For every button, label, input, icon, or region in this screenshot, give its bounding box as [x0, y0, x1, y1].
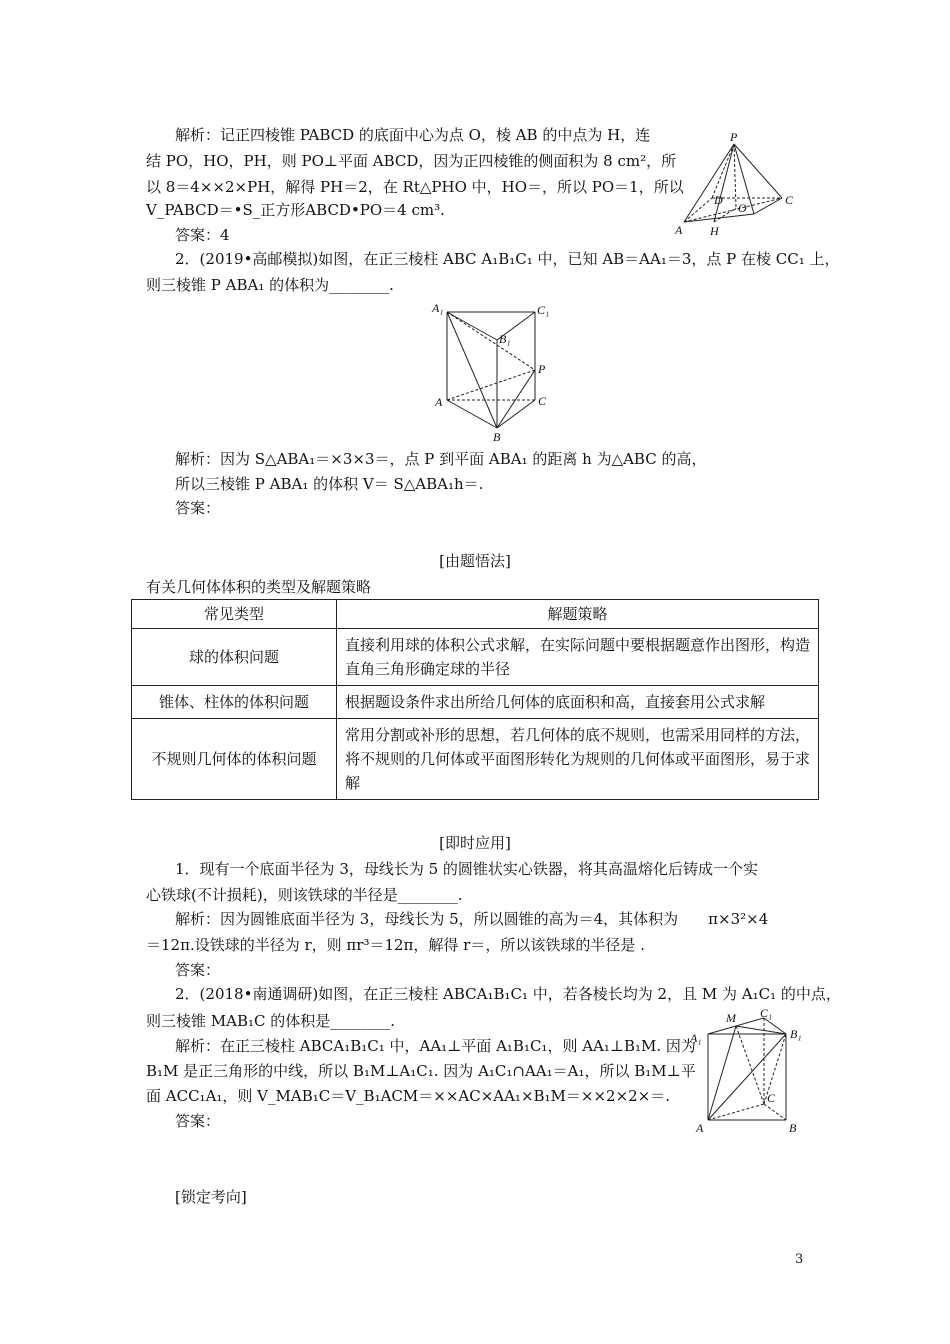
prism-m-label-b: B — [789, 1121, 797, 1135]
table-cell-type: 锥体、柱体的体积问题 — [132, 686, 337, 719]
method-intro: 有关几何体体积的类型及解题策略 — [146, 578, 372, 596]
method-heading: [由题悟法] — [439, 552, 511, 570]
pyramid-label-o: O — [738, 201, 747, 215]
prism-label-a: A — [435, 395, 443, 409]
table-cell-strategy: 根据题设条件求出所给几何体的底面积和高，直接套用公式求解 — [337, 686, 819, 719]
prism-m-label-a1: A₁ — [690, 1031, 702, 1045]
page-number: 3 — [795, 1252, 804, 1267]
table-header-strategy: 解题策略 — [337, 600, 819, 629]
prism-label-c1: C₁ — [537, 303, 550, 317]
practice-s1-line-1: 解析：因为圆锥底面半径为 3，母线长为 5，所以圆锥的高为＝4，其体积为 π×3²×4 — [175, 910, 769, 928]
practice-heading: [即时应用] — [439, 834, 511, 852]
prism-label-p: P — [538, 362, 546, 376]
table-header-type: 常见类型 — [132, 600, 337, 629]
problem2-line-2: 则三棱锥 P ABA₁ 的体积为________. — [146, 276, 394, 294]
table-cell-type: 不规则几何体的体积问题 — [132, 719, 337, 800]
table-cell-strategy: 常用分割或补形的思想，若几何体的底不规则，也需采用同样的方法，将不规则的几何体或平面图形转化为规则的几何体或平面图形，易于求解 — [337, 719, 819, 800]
table-row — [132, 629, 819, 686]
prism-label-b: B — [493, 430, 501, 444]
solution1-answer: 答案：4 — [175, 226, 230, 244]
prism-m-label-m: M — [726, 1011, 736, 1025]
practice-s1-line-2: ＝12π.设铁球的半径为 r，则 πr³＝12π，解得 r＝，所以该铁球的半径是 . — [146, 936, 645, 954]
pyramid-label-p: P — [730, 130, 738, 144]
practice-s2-answer: 答案： — [175, 1112, 221, 1130]
prism-m-label-a: A — [696, 1121, 704, 1135]
solution2-answer: 答案： — [175, 499, 221, 517]
table-row — [132, 686, 819, 719]
next-section-heading: [锁定考向] — [175, 1188, 247, 1206]
pyramid-figure — [672, 130, 804, 242]
prism-figure — [427, 298, 557, 446]
practice-s2-line-2: B₁M 是正三角形的中线，所以 B₁M⊥A₁C₁. 因为 A₁C₁∩AA₁＝A₁，所以 B₁M⊥平 — [146, 1062, 696, 1080]
table-cell-strategy: 直接利用球的体积公式求解，在实际问题中要根据题意作出图形，构造直角三角形确定球的半径 — [337, 629, 819, 686]
prism-m-label-c1: C₁ — [760, 1008, 773, 1020]
pyramid-label-c: C — [785, 193, 794, 207]
prism-m-figure — [688, 1008, 808, 1136]
prism-m-label-c: C — [767, 1091, 776, 1105]
practice-s2-line-3: 面 ACC₁A₁，则 V_MAB₁C＝V_B₁ACM＝××AC×AA₁×B₁M＝××2×2×＝. — [146, 1087, 671, 1105]
solution2-line-2: 所以三棱锥 P ABA₁ 的体积 V＝ S△ABA₁h＝. — [175, 475, 484, 493]
solution1-line-1: 解析：记正四棱锥 PABCD 的底面中心为点 O，棱 AB 的中点为 H，连 — [175, 126, 651, 144]
prism-m-label-b1: B₁ — [790, 1027, 802, 1041]
practice-q1-line-2: 心铁球(不计损耗)，则该铁球的半径是________. — [146, 886, 463, 904]
prism-label-a1: A₁ — [432, 301, 444, 315]
practice-q1-line-1: 1．现有一个底面半径为 3，母线长为 5 的圆锥状实心铁器，将其高温熔化后铸成一个实 — [175, 860, 758, 878]
problem2-line-1: 2．(2019•高邮模拟)如图，在正三棱柱 ABC A₁B₁C₁ 中，已知 AB＝AA₁＝3，点 P 在棱 CC₁ 上， — [175, 250, 840, 268]
practice-s2-line-1: 解析：在正三棱柱 ABCA₁B₁C₁ 中，AA₁⊥平面 A₁B₁C₁，则 AA₁⊥B₁M. 因为 — [175, 1037, 696, 1055]
table-row — [132, 719, 819, 800]
table-cell-type: 球的体积问题 — [132, 629, 337, 686]
prism-label-b1: B₁ — [499, 332, 511, 346]
strategy-table — [131, 599, 819, 800]
prism-label-c: C — [538, 394, 547, 408]
solution1-line-4: V_PABCD＝•S_正方形ABCD•PO＝4 cm³. — [146, 201, 445, 219]
practice-s1-answer: 答案： — [175, 961, 221, 979]
table-header-row — [132, 600, 819, 629]
pyramid-label-a: A — [675, 223, 683, 237]
practice-q2-line-1: 2．(2018•南通调研)如图，在正三棱柱 ABCA₁B₁C₁ 中，若各棱长均为 2，且 M 为 A₁C₁ 的中点， — [175, 985, 841, 1003]
practice-q2-line-2: 则三棱锥 MAB₁C 的体积是________. — [146, 1012, 396, 1030]
solution2-line-1: 解析：因为 S△ABA₁＝×3×3＝，点 P 到平面 ABA₁ 的距离 h 为△ABC 的高， — [175, 450, 707, 468]
solution1-line-2: 结 PO，HO，PH，则 PO⊥平面 ABCD，因为正四棱锥的侧面积为 8 cm²，所 — [146, 152, 677, 170]
solution1-line-3: 以 8＝4××2×PH，解得 PH＝2，在 Rt△PHO 中，HO＝，所以 PO＝1，所以 — [146, 178, 684, 196]
pyramid-label-d: D — [714, 193, 723, 207]
pyramid-label-h: H — [710, 224, 719, 238]
